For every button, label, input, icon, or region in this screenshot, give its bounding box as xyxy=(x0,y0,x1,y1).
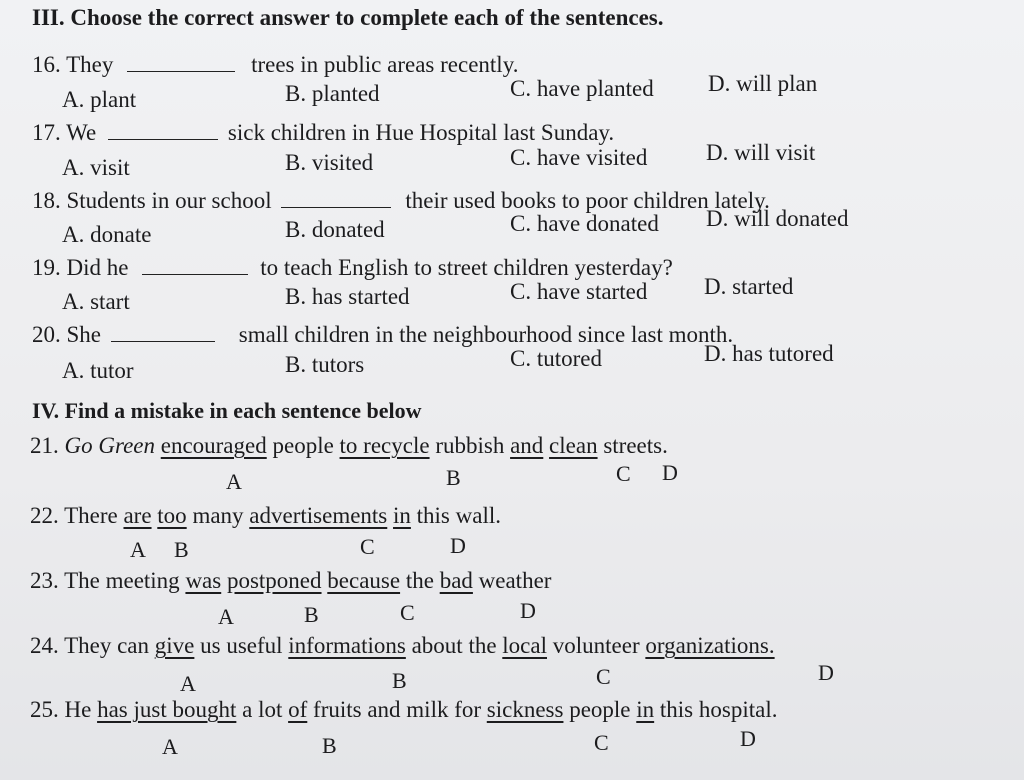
letter-d: D xyxy=(520,598,536,623)
marked-word-d: clean xyxy=(549,433,598,458)
option-d: D. will donated xyxy=(706,206,849,231)
option-d: D. started xyxy=(704,274,794,299)
question-21 xyxy=(30,433,668,459)
section-4-heading: IV. Find a mistake in each sentence below xyxy=(32,398,422,423)
marked-word-a: give xyxy=(154,633,195,658)
letter-b: B xyxy=(304,602,319,627)
option-b: B. tutors xyxy=(285,352,365,377)
marked-word-c: sickness xyxy=(486,697,564,722)
marked-word-b: postponed xyxy=(226,568,322,593)
question-text: this wall. xyxy=(416,503,501,528)
marked-word-d: organizations. xyxy=(645,633,775,658)
question-16 xyxy=(32,52,518,78)
marked-word-a: was xyxy=(185,568,222,593)
answer-blank xyxy=(142,256,248,275)
question-text: to teach English to street children yesterday? xyxy=(260,255,673,280)
marked-word-d: in xyxy=(393,503,411,528)
question-text: sick children in Hue Hospital last Sunday. xyxy=(227,120,615,145)
question-20 xyxy=(32,322,733,348)
question-24 xyxy=(30,633,775,659)
marked-word-c: and xyxy=(510,433,544,458)
marked-word-b: too xyxy=(157,503,187,528)
option-c: C. have started xyxy=(510,279,648,304)
question-number: 23. The meeting xyxy=(30,568,180,593)
question-text: the xyxy=(405,568,434,593)
option-a: A. donate xyxy=(62,222,152,247)
question-number: 25. He xyxy=(30,697,92,722)
letter-c: C xyxy=(360,534,375,559)
option-b: B. visited xyxy=(285,150,374,175)
question-number: 16. They xyxy=(32,52,114,77)
question-text: streets. xyxy=(603,433,668,458)
question-text: a lot xyxy=(242,697,283,722)
letter-b: B xyxy=(392,668,407,693)
question-text: people xyxy=(569,697,631,722)
option-d: D. will plan xyxy=(708,71,818,96)
marked-word-c: because xyxy=(327,568,401,593)
question-text: us useful xyxy=(200,633,283,658)
letter-b: B xyxy=(322,733,337,758)
option-a: A. visit xyxy=(62,155,130,180)
answer-blank xyxy=(281,189,391,208)
option-c: C. have visited xyxy=(510,145,648,170)
marked-word-b: to recycle xyxy=(339,433,430,458)
option-b: B. donated xyxy=(285,217,385,242)
question-text: weather xyxy=(478,568,552,593)
answer-blank xyxy=(108,121,218,140)
question-text: trees in public areas recently. xyxy=(251,52,519,77)
option-a: A. start xyxy=(62,289,130,314)
option-a: A. plant xyxy=(62,87,137,112)
option-c: C. have planted xyxy=(510,76,654,101)
marked-word-d: bad xyxy=(439,568,473,593)
marked-word-a: encouraged xyxy=(160,433,267,458)
letter-a: A xyxy=(218,604,234,629)
question-number: 21. xyxy=(30,433,59,458)
question-19 xyxy=(32,255,673,281)
question-number: 20. She xyxy=(32,322,101,347)
letter-a: A xyxy=(130,537,146,562)
option-b: B. has started xyxy=(285,284,410,309)
question-text: people xyxy=(272,433,334,458)
question-23 xyxy=(30,568,551,594)
question-number: 19. Did he xyxy=(32,255,129,280)
answer-blank xyxy=(111,323,215,342)
letter-c: C xyxy=(594,730,609,755)
marked-word-a: has just bought xyxy=(97,697,237,722)
question-text: their used books to poor children lately. xyxy=(405,188,770,213)
marked-word-b: informations xyxy=(288,633,406,658)
marked-word-c: local xyxy=(502,633,547,658)
letter-c: C xyxy=(616,461,631,486)
letter-c: C xyxy=(400,600,415,625)
question-22 xyxy=(30,503,501,529)
option-b: B. planted xyxy=(285,81,380,106)
marked-word-a: are xyxy=(123,503,152,528)
question-text: this hospital. xyxy=(659,697,778,722)
option-a: A. tutor xyxy=(62,358,134,383)
question-25 xyxy=(30,697,777,723)
question-text: Go Green xyxy=(64,433,155,458)
letter-d: D xyxy=(818,660,834,685)
option-d: D. will visit xyxy=(706,140,816,165)
question-number: 17. We xyxy=(32,120,97,145)
question-number: 22. There xyxy=(30,503,118,528)
question-text: rubbish xyxy=(435,433,505,458)
option-c: C. have donated xyxy=(510,211,659,236)
answer-blank xyxy=(127,53,235,72)
option-d: D. has tutored xyxy=(704,341,834,366)
letter-d: D xyxy=(450,533,466,558)
question-text: many xyxy=(192,503,244,528)
marked-word-c: advertisements xyxy=(249,503,388,528)
letter-a: A xyxy=(226,469,242,494)
question-text: small children in the neighbourhood since last month. xyxy=(238,322,734,347)
letter-d: D xyxy=(662,460,678,485)
question-18 xyxy=(32,188,770,214)
letter-c: C xyxy=(596,664,611,689)
option-c: C. tutored xyxy=(510,346,602,371)
question-text: volunteer xyxy=(552,633,640,658)
section-3-heading: III. Choose the correct answer to complete each of the sentences. xyxy=(32,5,664,30)
letter-d: D xyxy=(740,726,756,751)
question-text: fruits and milk for xyxy=(313,697,482,722)
question-17 xyxy=(32,120,614,146)
question-text: about the xyxy=(411,633,497,658)
letter-b: B xyxy=(174,537,189,562)
question-number: 24. They can xyxy=(30,633,150,658)
letter-a: A xyxy=(180,671,196,696)
marked-word-b: of xyxy=(288,697,308,722)
letter-a: A xyxy=(162,734,178,759)
question-number: 18. Students in our school xyxy=(32,188,272,213)
letter-b: B xyxy=(446,465,461,490)
marked-word-d: in xyxy=(636,697,655,722)
